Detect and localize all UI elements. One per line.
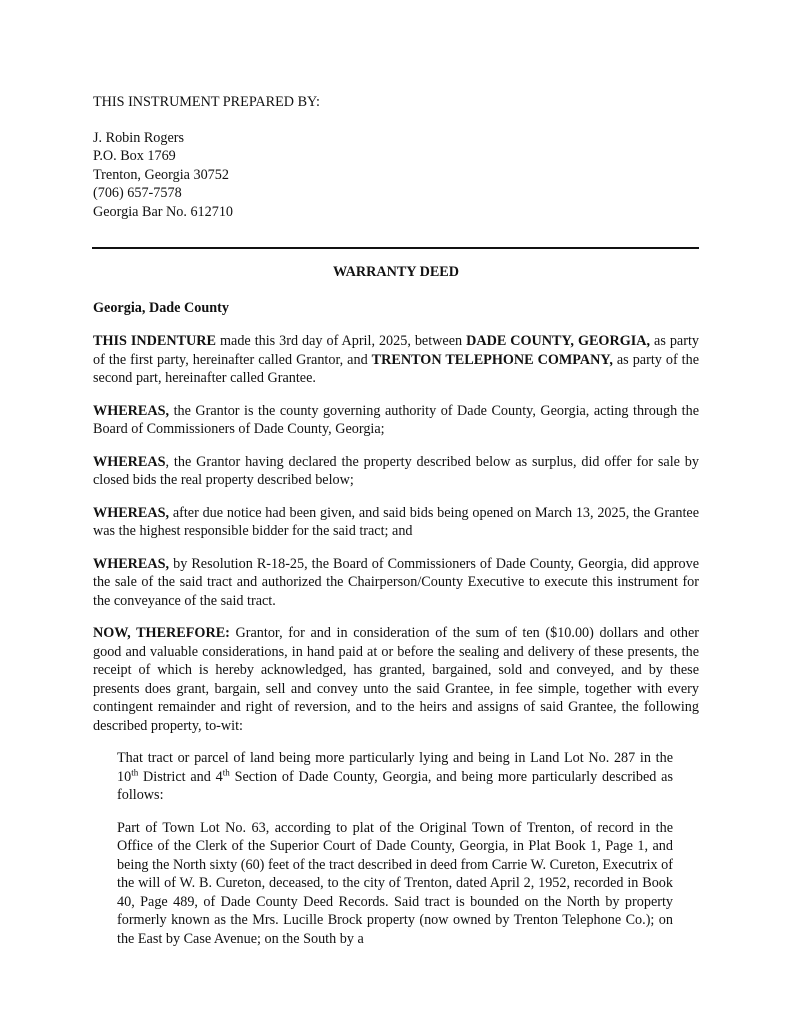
- indenture-text-3: as party of the second part, hereinafter called Grantee.: [93, 351, 700, 386]
- grantee-name: TRENTON TELEPHONE COMPANY,: [371, 351, 613, 368]
- indenture-paragraph: [93, 332, 699, 388]
- tract-text-1b: District and 4: [138, 768, 223, 785]
- indenture-text-2: as party of the first party, hereinafter called Grantor, and: [93, 333, 699, 368]
- deed-title: WARRANTY DEED: [333, 264, 459, 280]
- horizontal-rule: [92, 247, 699, 249]
- tract-paragraph-1: [117, 749, 673, 805]
- tract-paragraph-2: Part of Town Lot No. 63, according to plat of the Original Town of Trenton, of record in the Office of the Clerk of the Superior Court of Dade County, Georgia, in Plat Book 1, Page 1, and being the North sixty (60) feet of the tract described in deed from Carrie W. Cureton, Executrix of the will of W. B. Cureton, deceased, to the city of Trenton, dated April 2, 1952, recorded in Book 40, Page 489, of Dade County Deed Records. Said tract is bounded on the North by property formerly known as the Mrs. Lucille Brock property (now owned by Trenton Telephone Co.); on the East by Case Avenue; on the South by a: [117, 819, 673, 947]
- grantor-name: DADE COUNTY, GEORGIA,: [466, 333, 651, 349]
- now-therefore-paragraph: [93, 624, 699, 735]
- whereas-paragraph-3: [93, 504, 699, 541]
- whereas-paragraph-1: [93, 402, 699, 439]
- whereas-text: by Resolution R-18-25, the Board of Commissioners of Dade County, Georgia, did approve the sale of the said tract and authorized the Chairperson/County Executive to execute this instrument for the conveyance of the said tract.: [93, 555, 699, 609]
- tract-text-1c: Section of Dade County, Georgia, and being more particularly described as follows:: [117, 768, 673, 803]
- superscript-th: th: [131, 766, 139, 777]
- now-therefore-text: Grantor, for and in consideration of the sum of ten ($10.00) dollars and other good and valuable considerations, in hand paid at or before the sealing and delivery of these presents, the receipt of which is hereby acknowledged, has granted, bargained, sold and conveyed, and by these presents does grant, bargain, sell and convey unto the said Grantee, in fee simple, together with every contingent remainder and right of reversion, and to the heirs and assigns of said Grantee, the following described property, to-wit:: [93, 625, 700, 734]
- preparer-name: J. Robin Rogers: [93, 129, 185, 146]
- whereas-lead: WHEREAS,: [93, 555, 170, 572]
- preparer-city: Trenton, Georgia 30752: [93, 166, 229, 183]
- deed-body: [93, 263, 699, 962]
- indenture-lead: THIS INDENTURE: [93, 333, 217, 349]
- preparer-phone: (706) 657-7578: [93, 185, 182, 201]
- now-therefore-lead: NOW, THEREFORE:: [93, 625, 230, 641]
- whereas-paragraph-2: [93, 453, 699, 490]
- whereas-lead: WHEREAS,: [93, 402, 170, 419]
- whereas-text: the Grantor is the county governing authority of Dade County, Georgia, acting through the Board of Commissioners of Dade County, Georgia;: [93, 402, 699, 437]
- whereas-text: after due notice had been given, and said bids being opened on March 13, 2025, the Grantee was the highest responsible bidder for the said tract; and: [93, 504, 699, 539]
- preparer-heading: THIS INSTRUMENT PREPARED BY:: [93, 94, 320, 110]
- county-heading: Georgia, Dade County: [93, 299, 229, 316]
- whereas-paragraph-4: [93, 555, 699, 611]
- whereas-text: , the Grantor having declared the property described below as surplus, did offer for sale by closed bids the real property described below;: [93, 453, 699, 488]
- indenture-text-1: made this 3rd day of April, 2025, between: [216, 333, 467, 349]
- tract-text-1a: That tract or parcel of land being more particularly lying and being in Land Lot No. 287 in the 10: [117, 750, 673, 785]
- preparer-bar-number: Georgia Bar No. 612710: [93, 203, 234, 220]
- whereas-lead: WHEREAS,: [93, 504, 170, 521]
- superscript-th: th: [222, 766, 230, 777]
- whereas-lead: WHEREAS: [93, 453, 166, 470]
- preparer-po-box: P.O. Box 1769: [93, 148, 176, 164]
- preparer-block: [93, 93, 593, 221]
